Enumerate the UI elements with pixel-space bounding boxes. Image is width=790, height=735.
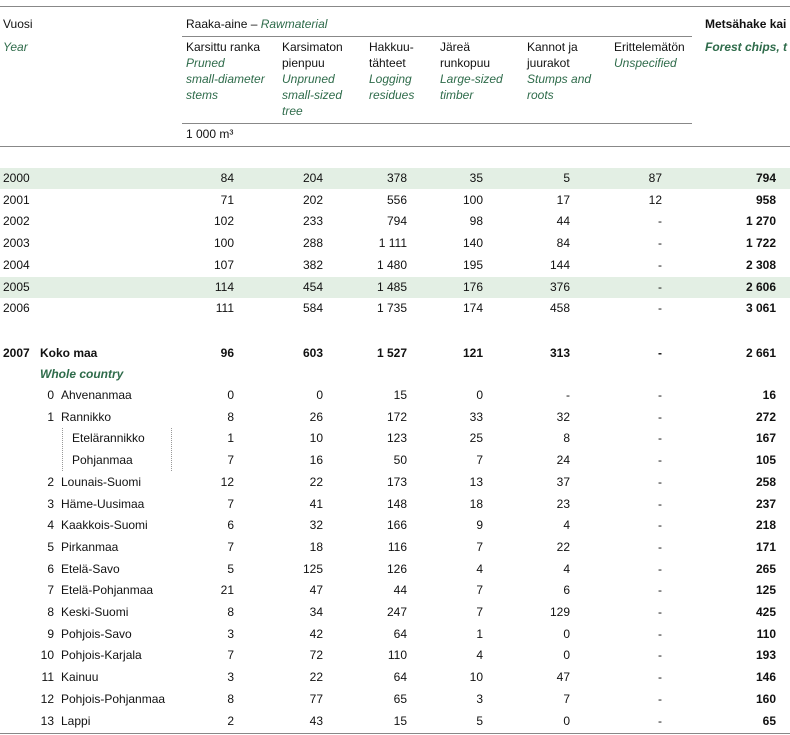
cell: 18 [469, 496, 483, 511]
cell: 64 [393, 626, 407, 641]
cell: 0 [316, 388, 323, 402]
cell: - [658, 301, 662, 316]
cell: 34 [309, 605, 323, 619]
table-row [0, 689, 790, 710]
top-rule [0, 6, 790, 7]
cell: 50 [393, 453, 407, 468]
cell: 9 [476, 518, 483, 533]
cell-total: 958 [755, 192, 776, 207]
cell: 7 [227, 496, 234, 511]
cell: 10 [469, 670, 483, 685]
cell: - [658, 453, 662, 468]
cell-total: 2 308 [745, 257, 776, 272]
cell: 84 [220, 171, 234, 185]
cell: 26 [309, 409, 323, 424]
col2-fi2: pienpuu [282, 56, 325, 70]
cell: 378 [386, 171, 407, 185]
col5-fi2: juurakot [527, 56, 570, 70]
region-name: Etelä-Savo [61, 561, 120, 576]
cell: 35 [469, 171, 483, 185]
cell: 42 [309, 626, 323, 641]
whole-country-label-en: Whole country [40, 367, 124, 381]
cell-total: 237 [755, 496, 776, 511]
cell: 0 [563, 626, 570, 641]
cell: 125 [302, 561, 323, 576]
region-name: Pohjois-Savo [61, 626, 132, 641]
cell: 22 [309, 670, 323, 685]
cell-total: 272 [755, 409, 776, 424]
cell: 129 [549, 605, 570, 619]
region-number: 11 [41, 670, 54, 685]
cell: 7 [476, 583, 483, 598]
cell: 15 [393, 388, 407, 402]
cell: 166 [386, 518, 407, 533]
cell: - [658, 388, 662, 402]
cell: 41 [309, 496, 323, 511]
cell: - [658, 496, 662, 511]
table-row [0, 168, 790, 189]
cell: 172 [386, 409, 407, 424]
cell: 4 [476, 561, 483, 576]
table-row [0, 645, 790, 666]
cell: - [566, 388, 570, 402]
cell: 4 [476, 648, 483, 663]
cell: - [658, 691, 662, 706]
year-label: 2001 [3, 192, 30, 207]
cell: 454 [302, 279, 323, 294]
cell: 123 [386, 431, 407, 446]
cell: 96 [220, 346, 234, 360]
cell-total: 2 661 [745, 346, 776, 360]
cell: 7 [227, 539, 234, 554]
cell: 98 [469, 214, 483, 229]
cell: 7 [227, 453, 234, 468]
rawmaterial-header [186, 17, 327, 32]
cell: - [658, 409, 662, 424]
cell-total: 171 [755, 539, 776, 554]
year-2007-row [0, 343, 790, 364]
region-name: Etelärannikko [72, 431, 145, 446]
region-name: Kainuu [61, 670, 99, 685]
cell-total: 110 [756, 626, 776, 641]
cell: 12 [648, 192, 662, 207]
cell: - [658, 605, 662, 619]
cell: 114 [214, 279, 234, 294]
subregion-frame [62, 428, 172, 449]
cell: - [658, 583, 662, 598]
whole-country-label: Koko maa [40, 346, 98, 360]
cell: - [658, 279, 662, 294]
bottom-rule [0, 733, 790, 734]
divider [160, 6, 161, 7]
cell: - [658, 257, 662, 272]
cell: 7 [227, 648, 234, 663]
cell: - [658, 561, 662, 576]
cell: 44 [556, 214, 570, 229]
cell: 111 [215, 301, 234, 316]
col2-en3: tree [282, 104, 303, 118]
col3-en2: residues [369, 88, 415, 102]
cell-total: 794 [755, 171, 776, 185]
unit-label: 1 000 m³ [186, 127, 234, 141]
year-header-fi: Vuosi [3, 17, 33, 31]
cell: 3 [227, 626, 234, 641]
region-number: 6 [47, 561, 54, 576]
cell: 1 480 [376, 257, 407, 272]
unit-rule [182, 123, 692, 124]
cell: 1 [476, 626, 483, 641]
cell: 2 [227, 713, 234, 728]
table-row [0, 385, 790, 406]
cell: - [658, 626, 662, 641]
year-label: 2006 [3, 301, 30, 316]
table-row [0, 494, 790, 515]
cell: 126 [386, 561, 407, 576]
region-name: Lounais-Suomi [61, 474, 142, 489]
table-row [0, 515, 790, 536]
region-number: 7 [47, 583, 54, 598]
cell: 0 [227, 388, 234, 402]
cell-total: 425 [755, 605, 776, 619]
col4-en2: timber [440, 88, 474, 102]
region-number: 1 [47, 409, 54, 424]
cell: 1 735 [376, 301, 407, 316]
year-label: 2000 [3, 171, 30, 185]
cell: - [658, 431, 662, 446]
cell: 7 [476, 539, 483, 554]
region-number: 0 [47, 388, 54, 402]
cell: 204 [302, 171, 323, 185]
region-number: 5 [47, 539, 54, 554]
cell: 37 [556, 474, 570, 489]
cell: - [658, 518, 662, 533]
cell: 21 [220, 583, 234, 598]
region-name: Häme-Uusimaa [61, 496, 145, 511]
cell-total: 65 [762, 713, 776, 728]
rawmaterial-fi: Raaka-aine – [186, 17, 261, 31]
cell: 0 [476, 388, 483, 402]
cell: 176 [462, 279, 483, 294]
cell: 15 [393, 713, 407, 728]
total-header-fi: Metsähake kai [705, 17, 787, 31]
table-row [0, 233, 790, 254]
cell: 22 [309, 474, 323, 489]
cell: 794 [386, 214, 407, 229]
region-name: Ahvenanmaa [61, 388, 132, 402]
cell: 6 [227, 518, 234, 533]
cell: 71 [220, 192, 234, 207]
cell: 4 [563, 561, 570, 576]
cell: 148 [386, 496, 407, 511]
cell-total: 265 [755, 561, 776, 576]
cell-total: 16 [762, 388, 776, 402]
table-row [0, 537, 790, 558]
cell: 47 [556, 670, 570, 685]
cell: 25 [469, 431, 483, 446]
table-row [0, 711, 790, 732]
col4-en1: Large-sized [440, 72, 503, 86]
total-header-en: Forest chips, t [705, 40, 788, 54]
cell-total: 218 [755, 518, 776, 533]
region-number: 8 [47, 605, 54, 619]
cell: 5 [227, 561, 234, 576]
cell-total: 167 [755, 431, 776, 446]
cell: - [658, 236, 662, 251]
cell: 195 [462, 257, 483, 272]
cell: 16 [309, 453, 323, 468]
cell: 3 [476, 691, 483, 706]
region-name: Etelä-Pohjanmaa [61, 583, 154, 598]
cell: 107 [213, 257, 234, 272]
cell: 121 [462, 346, 483, 360]
cell: 32 [556, 409, 570, 424]
cell: 43 [309, 713, 323, 728]
cell: 18 [309, 539, 323, 554]
cell: 24 [556, 453, 570, 468]
cell: 140 [462, 236, 483, 251]
cell-total: 3 061 [745, 301, 776, 316]
cell: 10 [309, 431, 323, 446]
cell: 32 [309, 518, 323, 533]
cell-total: 193 [755, 648, 776, 663]
cell: 72 [309, 648, 323, 663]
col3-fi1: Hakkuu- [369, 40, 414, 54]
col5-en1: Stumps and [527, 72, 592, 86]
region-number: 10 [40, 648, 54, 663]
cell: 3 [227, 670, 234, 685]
cell: 247 [386, 605, 407, 619]
cell: 13 [469, 474, 483, 489]
cell: 8 [563, 431, 570, 446]
col4-fi2: runkopuu [440, 56, 491, 70]
cell-total: 146 [755, 670, 776, 685]
region-name: Pirkanmaa [61, 539, 119, 554]
cell: - [658, 648, 662, 663]
col2-fi1: Karsimaton [282, 40, 343, 54]
col5-en2: roots [527, 88, 554, 102]
subregion-frame [62, 450, 172, 471]
col3-en1: Logging [369, 72, 412, 86]
region-name: Kaakkois-Suomi [61, 518, 148, 533]
table-row [0, 428, 790, 449]
cell: 1 111 [378, 236, 407, 251]
cell: 458 [549, 301, 570, 316]
cell: 8 [227, 605, 234, 619]
cell: 100 [213, 236, 234, 251]
cell: 65 [393, 691, 407, 706]
table-row [0, 667, 790, 688]
year-header-en: Year [3, 40, 28, 54]
cell: 174 [462, 301, 483, 316]
cell: 7 [476, 453, 483, 468]
col2-en2: small-sized [282, 88, 343, 102]
table-row [0, 407, 790, 428]
cell: 5 [563, 171, 570, 185]
cell: - [658, 474, 662, 489]
region-name: Keski-Suomi [61, 605, 129, 619]
cell: 603 [302, 346, 323, 360]
region-name: Lappi [61, 713, 91, 728]
cell: 33 [469, 409, 483, 424]
cell: 84 [556, 236, 570, 251]
year-label: 2005 [3, 279, 30, 294]
col1-en1: Pruned [186, 56, 225, 70]
cell-total: 105 [755, 453, 776, 468]
table-row [0, 602, 790, 623]
col2-en1: Unpruned [282, 72, 335, 86]
cell: 288 [302, 236, 323, 251]
rawmaterial-en: Rawmaterial [260, 17, 328, 31]
region-number: 4 [47, 518, 54, 533]
cell: 313 [549, 346, 570, 360]
cell-total: 258 [755, 474, 776, 489]
rawmaterial-underline [182, 36, 692, 37]
region-name: Rannikko [61, 409, 112, 424]
cell: 116 [387, 539, 407, 554]
cell: 22 [556, 539, 570, 554]
header-bottom-rule [0, 146, 790, 147]
table-row [0, 559, 790, 580]
cell: 102 [213, 214, 234, 229]
cell: 556 [386, 192, 407, 207]
cell: 64 [393, 670, 407, 685]
region-number: 9 [47, 626, 54, 641]
cell: 6 [563, 583, 570, 598]
table-row [0, 190, 790, 211]
cell: 382 [302, 257, 323, 272]
table-row [0, 624, 790, 645]
col1-en2: small-diameter [186, 72, 265, 86]
cell: 376 [549, 279, 570, 294]
region-number: 13 [40, 713, 54, 728]
cell: 4 [563, 518, 570, 533]
cell: 8 [227, 691, 234, 706]
table-row [0, 450, 790, 471]
cell: 144 [549, 257, 570, 272]
cell: 0 [563, 648, 570, 663]
cell: 47 [309, 583, 323, 598]
cell: - [658, 214, 662, 229]
table-row [0, 277, 790, 298]
cell: 23 [556, 496, 570, 511]
region-number: 2 [47, 474, 54, 489]
cell: 1 [227, 431, 234, 446]
cell-total: 2 606 [745, 279, 776, 294]
region-name: Pohjois-Pohjanmaa [61, 691, 166, 706]
cell: 584 [302, 301, 323, 316]
cell: - [658, 713, 662, 728]
col6-en1: Unspecified [614, 56, 677, 70]
cell: 17 [556, 192, 570, 207]
table-row [0, 255, 790, 276]
col6-fi1: Erittelemätön [614, 40, 685, 54]
cell: 173 [386, 474, 407, 489]
cell: 87 [648, 171, 662, 185]
year-2007: 2007 [3, 346, 30, 360]
region-name: Pohjois-Karjala [61, 648, 142, 663]
cell: 233 [302, 214, 323, 229]
year-label: 2002 [3, 214, 30, 229]
cell: 7 [476, 605, 483, 619]
cell: 44 [393, 583, 407, 598]
table-row [0, 211, 790, 232]
table-row [0, 472, 790, 493]
table-row [0, 580, 790, 601]
year-label: 2003 [3, 236, 30, 251]
cell: - [658, 539, 662, 554]
cell-total: 160 [755, 691, 776, 706]
cell: 77 [309, 691, 323, 706]
cell-total: 125 [755, 583, 776, 598]
cell: 5 [476, 713, 483, 728]
year-label: 2004 [3, 257, 30, 272]
col5-fi1: Kannot ja [527, 40, 578, 54]
cell: 0 [563, 713, 570, 728]
col1-fi1: Karsittu ranka [186, 40, 261, 54]
cell: 100 [462, 192, 483, 207]
cell: 12 [220, 474, 234, 489]
col4-fi1: Järeä [440, 40, 471, 54]
cell: 202 [302, 192, 323, 207]
region-name: Pohjanmaa [72, 453, 133, 468]
region-number: 12 [40, 691, 54, 706]
cell-total: 1 722 [745, 236, 776, 251]
region-number: 3 [47, 496, 54, 511]
col3-fi2: tähteet [369, 56, 406, 70]
cell: - [658, 670, 662, 685]
cell: 1 485 [376, 279, 407, 294]
cell: - [658, 346, 662, 360]
table-row [0, 298, 790, 319]
cell: 7 [563, 691, 570, 706]
cell: 110 [387, 648, 407, 663]
col1-en3: stems [186, 88, 219, 102]
cell-total: 1 270 [745, 214, 776, 229]
cell: 8 [227, 409, 234, 424]
cell: 1 527 [376, 346, 407, 360]
